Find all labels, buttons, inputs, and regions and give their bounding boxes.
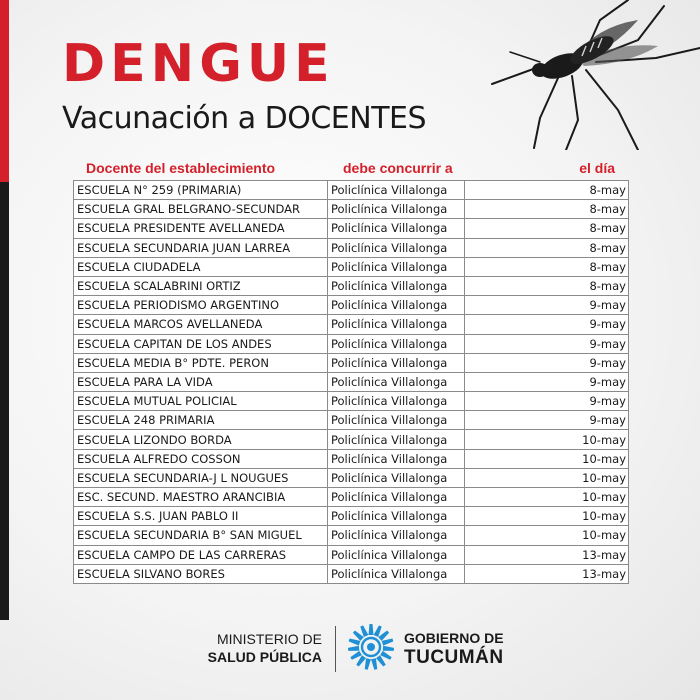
column-header-day: el día xyxy=(579,160,615,176)
column-header-place: debe concurrir a xyxy=(343,160,453,176)
cell-day: 8-may xyxy=(465,238,629,257)
government-line-2: TUCUMÁN xyxy=(404,647,504,668)
cell-school: ESCUELA SILVANO BORES xyxy=(74,564,328,583)
cell-place: Policlínica Villalonga xyxy=(328,219,465,238)
cell-place: Policlínica Villalonga xyxy=(328,545,465,564)
cell-place: Policlínica Villalonga xyxy=(328,392,465,411)
sun-emblem-icon xyxy=(346,622,396,672)
cell-school: ESCUELA MUTUAL POLICIAL xyxy=(74,392,328,411)
cell-day: 10-may xyxy=(465,430,629,449)
cell-school: ESCUELA SECUNDARIA B° SAN MIGUEL xyxy=(74,526,328,545)
cell-school: ESCUELA LIZONDO BORDA xyxy=(74,430,328,449)
cell-school: ESCUELA PERIODISMO ARGENTINO xyxy=(74,296,328,315)
cell-school: ESCUELA PARA LA VIDA xyxy=(74,372,328,391)
cell-place: Policlínica Villalonga xyxy=(328,181,465,200)
cell-school: ESCUELA GRAL BELGRANO-SECUNDAR xyxy=(74,200,328,219)
cell-day: 13-may xyxy=(465,564,629,583)
cell-day: 8-may xyxy=(465,181,629,200)
cell-place: Policlínica Villalonga xyxy=(328,372,465,391)
cell-place: Policlínica Villalonga xyxy=(328,276,465,295)
cell-place: Policlínica Villalonga xyxy=(328,411,465,430)
cell-place: Policlínica Villalonga xyxy=(328,430,465,449)
cell-school: ESCUELA SECUNDARIA-J L NOUGUES xyxy=(74,468,328,487)
cell-day: 8-may xyxy=(465,219,629,238)
cell-school: ESC. SECUND. MAESTRO ARANCIBIA xyxy=(74,488,328,507)
cell-day: 10-may xyxy=(465,526,629,545)
cell-day: 9-may xyxy=(465,353,629,372)
table-row xyxy=(74,488,629,507)
cell-school: ESCUELA MEDIA B° PDTE. PERON xyxy=(74,353,328,372)
table-row xyxy=(74,353,629,372)
cell-school: ESCUELA ALFREDO COSSON xyxy=(74,449,328,468)
cell-place: Policlínica Villalonga xyxy=(328,334,465,353)
cell-day: 10-may xyxy=(465,468,629,487)
cell-school: ESCUELA CAMPO DE LAS CARRERAS xyxy=(74,545,328,564)
cell-place: Policlínica Villalonga xyxy=(328,315,465,334)
cell-place: Policlínica Villalonga xyxy=(328,353,465,372)
cell-day: 9-may xyxy=(465,315,629,334)
table-row xyxy=(74,200,629,219)
cell-place: Policlínica Villalonga xyxy=(328,526,465,545)
cell-place: Policlínica Villalonga xyxy=(328,564,465,583)
table-row xyxy=(74,430,629,449)
cell-place: Policlínica Villalonga xyxy=(328,238,465,257)
ministry-line-1: MINISTERIO DE xyxy=(216,631,322,647)
cell-school: ESCUELA SCALABRINI ORTIZ xyxy=(74,276,328,295)
cell-day: 10-may xyxy=(465,449,629,468)
table-row xyxy=(74,296,629,315)
mosquito-icon xyxy=(488,0,700,150)
cell-day: 9-may xyxy=(465,372,629,391)
cell-school: ESCUELA 248 PRIMARIA xyxy=(74,411,328,430)
table-row xyxy=(74,315,629,334)
side-bar-black xyxy=(0,182,9,620)
cell-school: ESCUELA PRESIDENTE AVELLANEDA xyxy=(74,219,328,238)
side-bar-red xyxy=(0,0,9,182)
schedule-table xyxy=(73,180,629,584)
schedule-table-body xyxy=(74,181,629,584)
table-row xyxy=(74,449,629,468)
table-row xyxy=(74,526,629,545)
table-row xyxy=(74,564,629,583)
table-row xyxy=(74,238,629,257)
cell-place: Policlínica Villalonga xyxy=(328,449,465,468)
government-label xyxy=(404,628,504,668)
cell-place: Policlínica Villalonga xyxy=(328,296,465,315)
ministry-label xyxy=(196,630,322,666)
cell-day: 8-may xyxy=(465,257,629,276)
cell-day: 8-may xyxy=(465,276,629,295)
cell-school: ESCUELA MARCOS AVELLANEDA xyxy=(74,315,328,334)
cell-place: Policlínica Villalonga xyxy=(328,257,465,276)
cell-day: 10-may xyxy=(465,507,629,526)
table-row xyxy=(74,507,629,526)
cell-place: Policlínica Villalonga xyxy=(328,200,465,219)
table-row xyxy=(74,334,629,353)
cell-school: ESCUELA CAPITAN DE LOS ANDES xyxy=(74,334,328,353)
table-row xyxy=(74,468,629,487)
table-row xyxy=(74,219,629,238)
cell-school: ESCUELA N° 259 (PRIMARIA) xyxy=(74,181,328,200)
cell-school: ESCUELA CIUDADELA xyxy=(74,257,328,276)
table-row xyxy=(74,372,629,391)
ministry-line-2: SALUD PÚBLICA xyxy=(207,649,322,665)
table-row xyxy=(74,181,629,200)
table-row xyxy=(74,545,629,564)
cell-place: Policlínica Villalonga xyxy=(328,468,465,487)
footer-divider xyxy=(335,626,336,672)
column-header-school: Docente del establecimiento xyxy=(86,160,276,176)
table-row xyxy=(74,276,629,295)
cell-day: 9-may xyxy=(465,296,629,315)
page-subtitle: Vacunación a DOCENTES xyxy=(62,101,427,136)
cell-day: 9-may xyxy=(465,334,629,353)
cell-day: 10-may xyxy=(465,488,629,507)
cell-day: 9-may xyxy=(465,411,629,430)
government-line-1: GOBIERNO DE xyxy=(404,630,504,646)
table-row xyxy=(74,411,629,430)
page-title: DENGUE xyxy=(62,34,335,94)
cell-day: 8-may xyxy=(465,200,629,219)
cell-school: ESCUELA SECUNDARIA JUAN LARREA xyxy=(74,238,328,257)
table-row xyxy=(74,257,629,276)
cell-day: 9-may xyxy=(465,392,629,411)
cell-day: 13-may xyxy=(465,545,629,564)
table-row xyxy=(74,392,629,411)
cell-place: Policlínica Villalonga xyxy=(328,488,465,507)
cell-school: ESCUELA S.S. JUAN PABLO II xyxy=(74,507,328,526)
cell-place: Policlínica Villalonga xyxy=(328,507,465,526)
